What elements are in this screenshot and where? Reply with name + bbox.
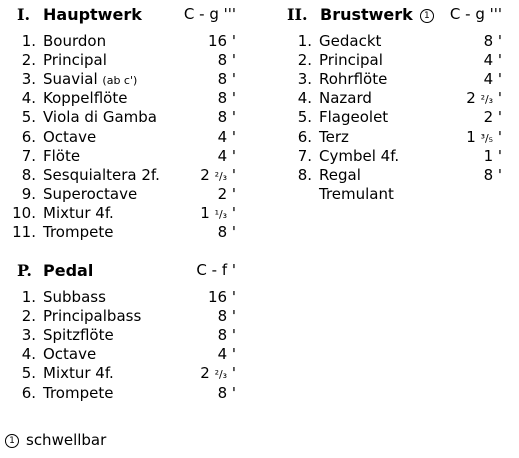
stop-row: [7, 223, 236, 242]
stop-number: 5.: [297, 108, 312, 127]
division-name: Brustwerk 1: [320, 5, 434, 24]
stop-number: 9.: [21, 184, 36, 203]
stop-pitch: 8 ': [217, 223, 236, 241]
stop-number: 7.: [297, 146, 312, 165]
stop-row: [7, 32, 236, 51]
stop-name: Cymbel 4f.: [319, 146, 400, 165]
stop-number: 5.: [21, 108, 36, 127]
stop-number: 5.: [21, 364, 36, 383]
stop-pitch: 16 ': [208, 288, 236, 306]
stop-name: Nazard: [319, 89, 372, 108]
stop-pitch: 4 ': [483, 51, 502, 70]
stop-name: Principal: [43, 51, 107, 70]
stop-name: Trompete: [43, 223, 114, 241]
stop-pitch: 8 ': [217, 383, 236, 402]
division-header: [7, 261, 236, 281]
stop-name: Mixtur 4f.: [43, 203, 114, 222]
stop-row: [7, 384, 236, 403]
stop-row: [283, 166, 502, 185]
stop-number: 6.: [21, 383, 36, 402]
stop-row: [283, 32, 502, 51]
division-header: [283, 5, 502, 25]
division-hauptwerk: [7, 5, 236, 240]
stop-name: Flageolet: [319, 108, 389, 127]
stop-name: Flöte: [43, 146, 81, 165]
stop-name: Principalbass: [43, 307, 142, 326]
stop-number: 4.: [297, 89, 312, 108]
footnote: [5, 431, 106, 449]
stop-pitch: 2 ²/₃ ': [200, 364, 236, 383]
stop-row: [7, 166, 236, 185]
stop-row: [7, 51, 236, 70]
stop-pitch: 4 ': [217, 146, 236, 165]
stop-name: Gedackt: [319, 32, 382, 50]
stop-pitch: 4 ': [217, 127, 236, 146]
stop-pitch: 8 ': [217, 70, 236, 89]
stop-number: 1.: [21, 288, 36, 306]
stop-note: (ab c'): [102, 74, 138, 88]
stop-pitch: 1 ³/₅ ': [466, 127, 502, 146]
stop-number: 6.: [21, 127, 36, 146]
stop-name: Viola di Gamba: [43, 108, 158, 127]
stop-name: Regal: [319, 165, 361, 184]
stop-number: 6.: [297, 127, 312, 146]
division-numeral: P.: [17, 261, 32, 280]
stop-row: [283, 147, 502, 166]
stop-name: Subbass: [43, 288, 106, 306]
stop-number: 7.: [21, 146, 36, 165]
stop-pitch: 8 ': [217, 307, 236, 326]
stop-pitch: 8 ': [217, 108, 236, 127]
stop-pitch: 8 ': [217, 51, 236, 70]
swell-marker-icon: 1: [420, 9, 434, 23]
stop-name: Bourdon: [43, 32, 107, 50]
division-name: Hauptwerk: [43, 5, 142, 24]
stop-pitch: 2 ²/₃ ': [466, 89, 502, 108]
stop-number: 8.: [297, 165, 312, 184]
stop-pitch: 8 ': [217, 89, 236, 108]
stop-number: 3.: [21, 326, 36, 345]
stop-pitch: 1 ': [483, 146, 502, 165]
stop-pitch: 1 ¹/₃ ': [200, 203, 236, 222]
stop-row: [7, 108, 236, 127]
stop-row: [7, 288, 236, 307]
stop-name: Sesquialtera 2f.: [43, 165, 160, 184]
tremulant-label: Tremulant: [319, 184, 394, 203]
stop-row: [7, 326, 236, 345]
stop-pitch: 16 ': [208, 32, 236, 50]
stop-pitch: 2 ': [483, 108, 502, 127]
division-numeral: II.: [287, 5, 308, 24]
division-compass: C - g ''': [183, 5, 236, 23]
stop-row: [283, 51, 502, 70]
stop-name: Principal: [319, 51, 383, 70]
stop-row: [7, 70, 236, 89]
division-name: Pedal: [43, 261, 94, 280]
stop-name: Octave: [43, 345, 97, 364]
stop-number: 1.: [21, 32, 36, 50]
stop-pitch: 8 ': [217, 326, 236, 345]
division-compass: C - g ''': [449, 5, 502, 23]
stop-name: Trompete: [43, 383, 114, 402]
stop-row: [283, 70, 502, 89]
stop-pitch: 4 ': [483, 70, 502, 89]
stop-number: 11.: [12, 223, 36, 241]
stop-name: Terz: [319, 127, 349, 146]
stop-pitch: 2 ': [217, 184, 236, 203]
stop-name: Suavial (ab c'): [43, 70, 138, 89]
swell-marker-icon: 1: [5, 434, 19, 448]
stop-row: [7, 204, 236, 223]
stop-row: [283, 89, 502, 108]
stop-number: 3.: [21, 70, 36, 89]
stop-name: Superoctave: [43, 184, 138, 203]
division-accessory: [283, 185, 502, 204]
division-header: [7, 5, 236, 25]
stop-name: Spitzflöte: [43, 326, 114, 345]
stop-name: Mixtur 4f.: [43, 364, 114, 383]
stop-row: [7, 89, 236, 108]
stop-number: 3.: [297, 70, 312, 89]
footnote-text: schwellbar: [26, 431, 107, 449]
stop-number: 1.: [297, 32, 312, 50]
stop-row: [283, 128, 502, 147]
stop-name: Octave: [43, 127, 97, 146]
stop-row: [7, 345, 236, 364]
division-brustwerk: [283, 5, 502, 205]
stop-name: Rohrflöte: [319, 70, 388, 89]
stop-number: 2.: [21, 307, 36, 326]
stop-row: [283, 108, 502, 127]
stop-row: [7, 147, 236, 166]
stop-row: [7, 128, 236, 147]
stop-number: 4.: [21, 345, 36, 364]
stop-pitch: 2 ²/₃ ': [200, 165, 236, 184]
stop-name: Koppelflöte: [43, 89, 128, 108]
stop-row: [7, 364, 236, 383]
division-pedal: [7, 261, 236, 401]
stop-number: 10.: [12, 203, 36, 222]
stop-pitch: 4 ': [217, 345, 236, 364]
stop-number: 2.: [21, 51, 36, 70]
stop-number: 2.: [297, 51, 312, 70]
stop-number: 4.: [21, 89, 36, 108]
stop-row: [7, 185, 236, 204]
stop-pitch: 8 ': [483, 165, 502, 184]
division-numeral: I.: [17, 5, 31, 24]
stop-number: 8.: [21, 165, 36, 184]
stop-row: [7, 307, 236, 326]
stop-pitch: 8 ': [483, 32, 502, 50]
division-compass: C - f ': [196, 261, 236, 279]
